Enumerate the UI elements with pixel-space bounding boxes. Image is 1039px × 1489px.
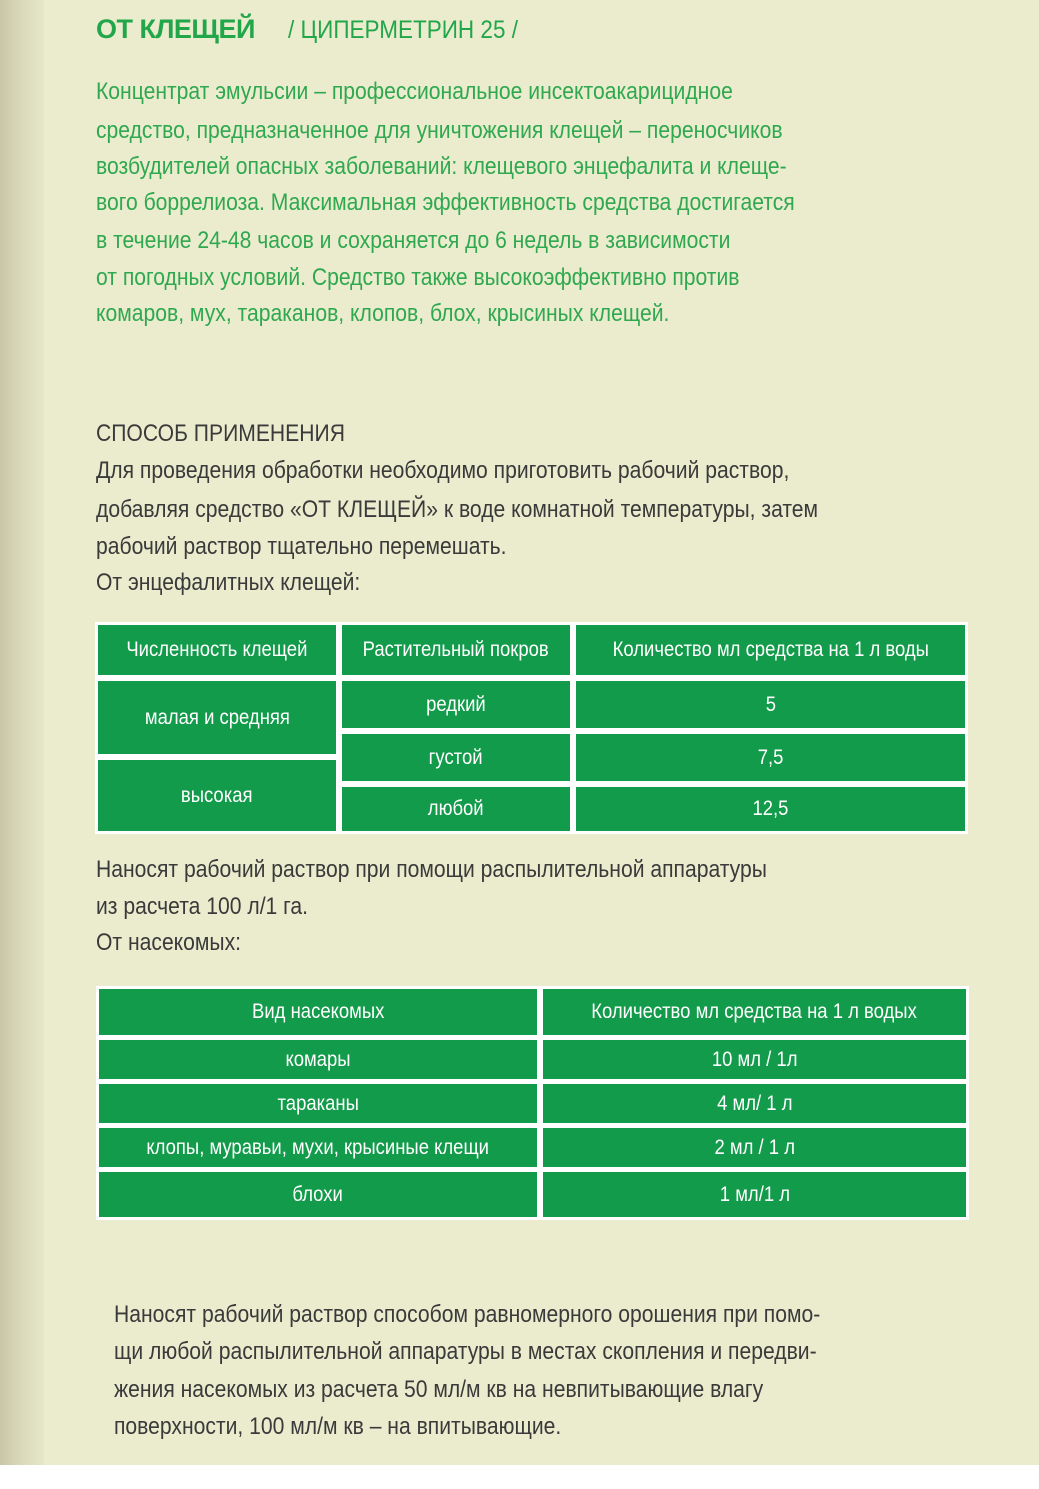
insects-amount-cell: 4 мл/ 1 л: [543, 1084, 966, 1123]
insects-caption: От насекомых:: [96, 929, 242, 956]
ticks-amount-cell: 7,5: [576, 734, 965, 781]
ticks-cover-cell: редкий: [342, 681, 570, 728]
method-heading: СПОСОБ ПРИМЕНЕНИЯ: [96, 420, 345, 447]
method-line: От энцефалитных клещей:: [96, 569, 361, 596]
insects-name-cell: блохи: [99, 1172, 537, 1217]
ticks-group-cell: высокая: [98, 760, 336, 831]
product-subtitle: / ЦИПЕРМЕТРИН 25 /: [288, 16, 518, 44]
product-title: ОТ КЛЕЩЕЙ: [96, 14, 255, 44]
ticks-note-line: Наносят рабочий раствор при помощи распылительной аппаратуры: [96, 856, 767, 883]
box-edge-shadow: [0, 0, 44, 1465]
intro-line: возбудителей опасных заболеваний: клещевого энцефалита и клеще-: [96, 153, 787, 180]
ticks-group-cell: малая и средняя: [98, 681, 336, 754]
ticks-cover-cell: любой: [342, 787, 570, 831]
ticks-header-cell: Количество мл средства на 1 л воды: [576, 625, 965, 675]
intro-line: Концентрат эмульсии – профессиональное инсектоакарицидное: [96, 78, 733, 105]
insects-name-cell: комары: [99, 1040, 537, 1079]
footer-line: щи любой распылительной аппаратуры в местах скопления и передви-: [114, 1338, 817, 1365]
insects-amount-cell: 2 мл / 1 л: [543, 1128, 966, 1167]
intro-line: в течение 24-48 часов и сохраняется до 6 недель в зависимости: [96, 227, 731, 254]
insects-amount-cell: 1 мл/1 л: [543, 1172, 966, 1217]
footer-line: жения насекомых из расчета 50 мл/м кв на невпитывающие влагу: [114, 1376, 764, 1403]
insects-table: [96, 986, 969, 1220]
ticks-amount-cell: 5: [576, 681, 965, 728]
footer-line: Наносят рабочий раствор способом равномерного орошения при помо-: [114, 1301, 821, 1328]
footer-line: поверхности, 100 мл/м кв – на впитывающие.: [114, 1413, 562, 1440]
intro-line: комаров, мух, тараканов, клопов, блох, крысиных клещей.: [96, 300, 670, 327]
ticks-table: [95, 622, 968, 834]
ticks-header-cell: Численность клещей: [98, 625, 336, 675]
ticks-cover-cell: густой: [342, 734, 570, 781]
method-line: Для проведения обработки необходимо приготовить рабочий раствор,: [96, 457, 790, 484]
insects-header-cell: Количество мл средства на 1 л водых: [543, 989, 966, 1035]
ticks-header-cell: Растительный покров: [342, 625, 570, 675]
insects-name-cell: клопы, муравьи, мухи, крысиные клещи: [99, 1128, 537, 1167]
intro-line: средство, предназначенное для уничтожения клещей – переносчиков: [96, 117, 783, 144]
method-line: добавляя средство «ОТ КЛЕЩЕЙ» к воде комнатной температуры, затем: [96, 496, 819, 523]
intro-line: от погодных условий. Средство также высокоэффективно против: [96, 264, 740, 291]
ticks-amount-cell: 12,5: [576, 787, 965, 831]
ticks-note-line: из расчета 100 л/1 га.: [96, 893, 309, 920]
method-line: рабочий раствор тщательно перемешать.: [96, 533, 507, 560]
intro-line: вого боррелиоза. Максимальная эффективность средства достигается: [96, 189, 795, 216]
insects-header-cell: Вид насекомых: [99, 989, 537, 1035]
insects-name-cell: тараканы: [99, 1084, 537, 1123]
insects-amount-cell: 10 мл / 1л: [543, 1040, 966, 1079]
